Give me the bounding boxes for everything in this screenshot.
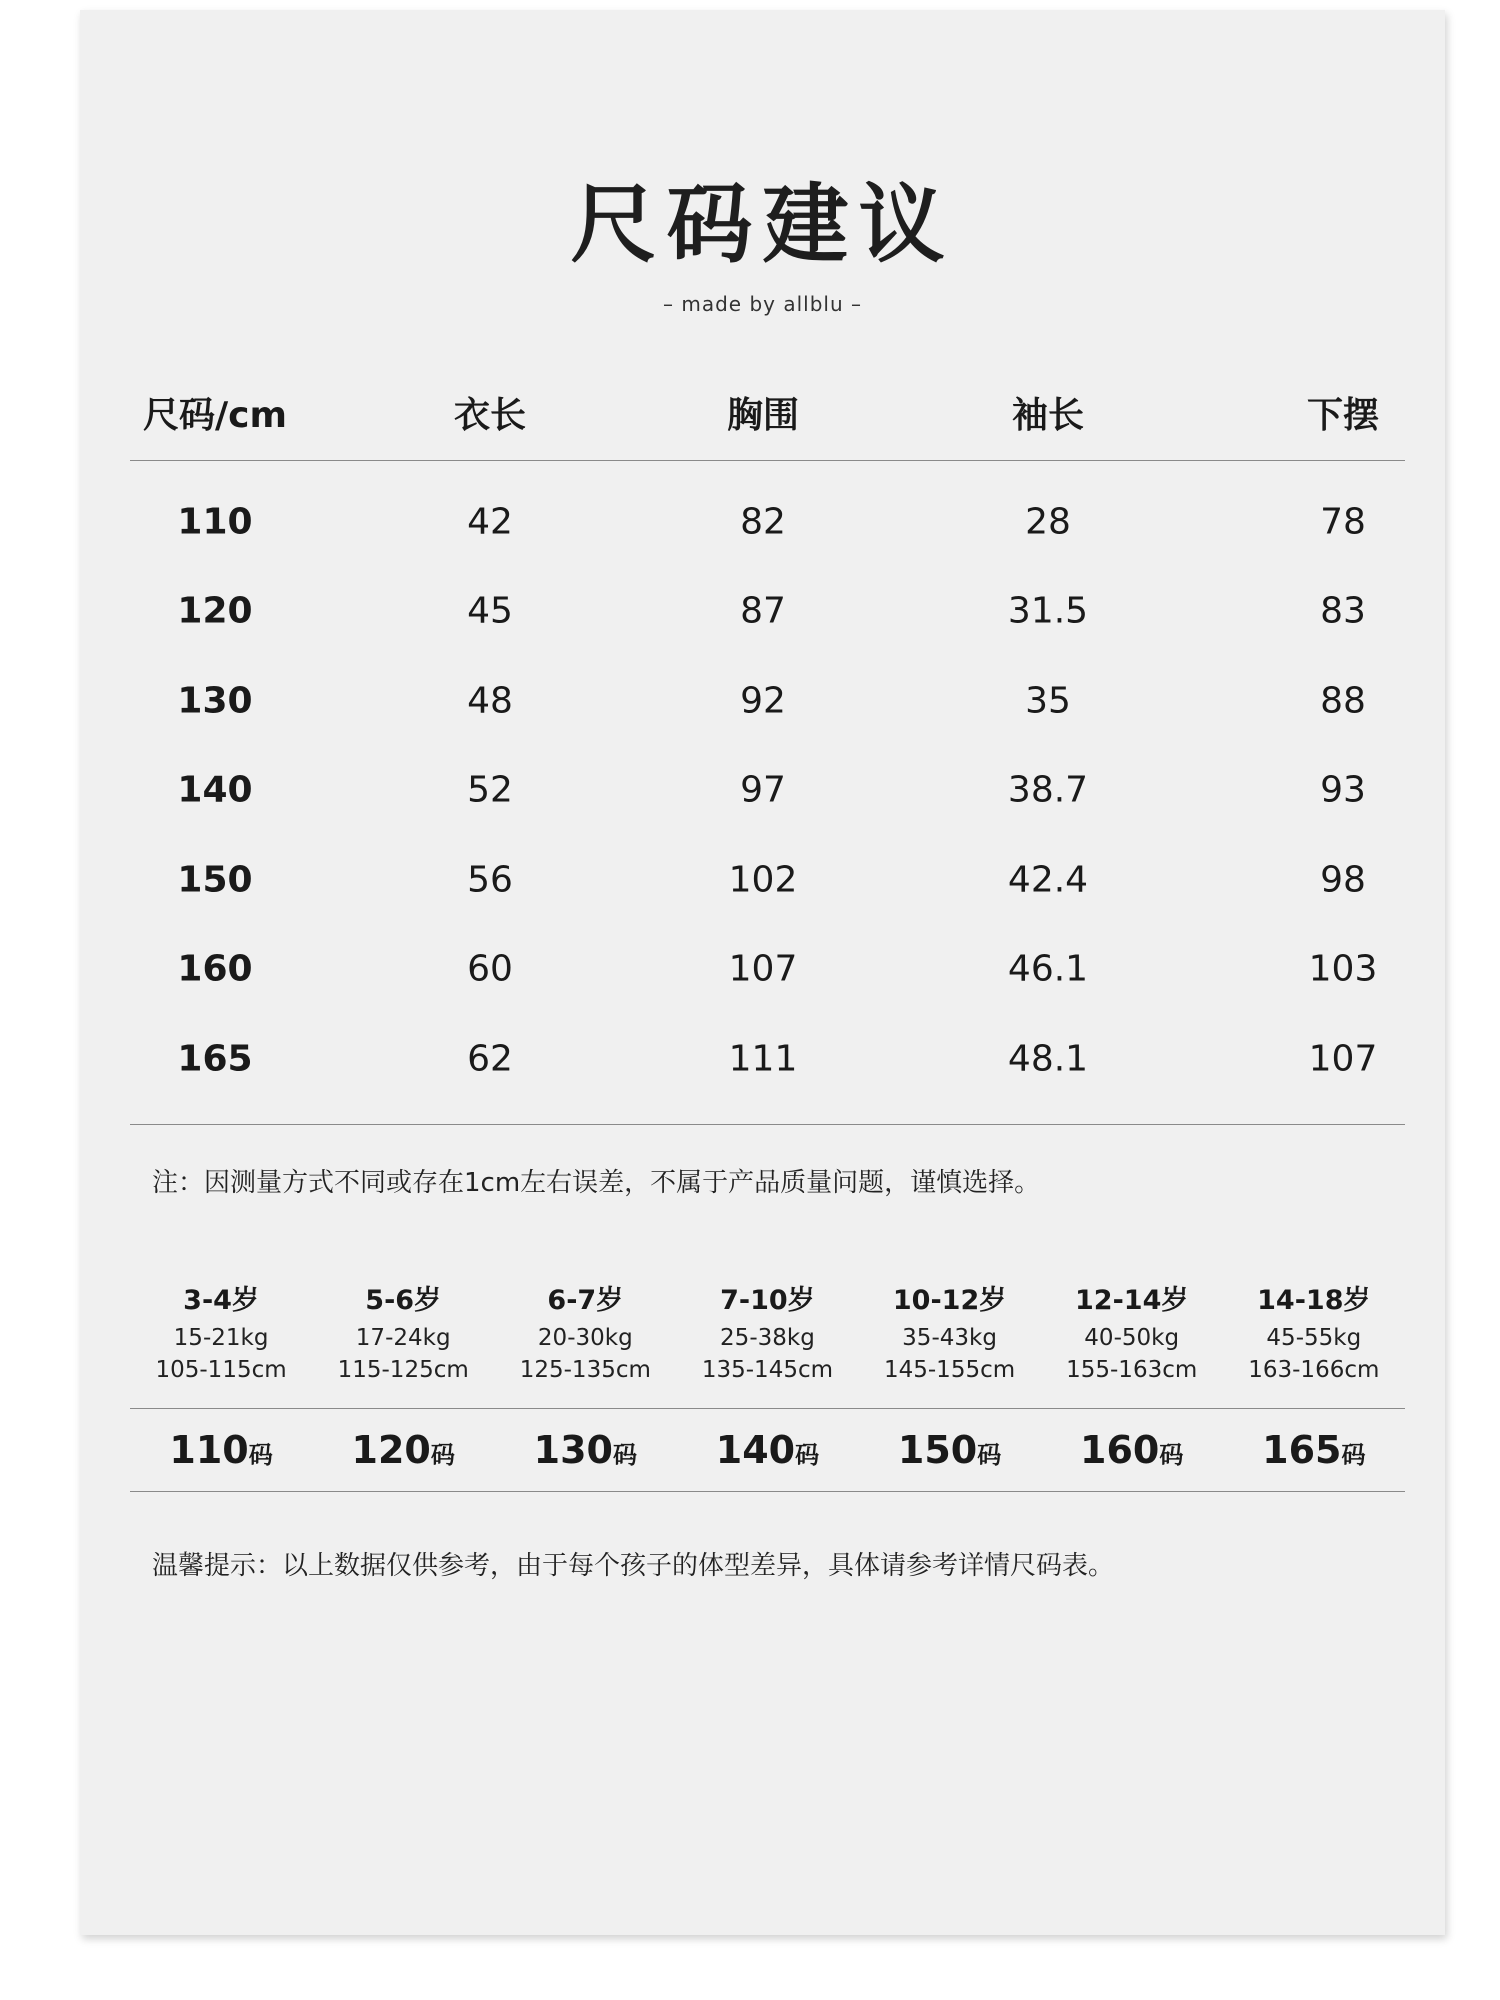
length-header: 衣长 <box>453 395 526 436</box>
age-label: 6-7岁 <box>547 1285 624 1316</box>
measurement-note: 注：因测量方式不同或存在1cm左右误差，不属于产品质量问题，谨慎选择。 <box>152 1168 1041 1198</box>
sleeve-header: 袖长 <box>1011 395 1084 436</box>
size-code-number: 165 <box>1262 1428 1342 1472</box>
weight-range: 45-55kg <box>1266 1325 1362 1351</box>
age-info-row <box>130 1280 1405 1409</box>
size-cell: 160 <box>177 948 253 990</box>
value-cell: 38.7 <box>1007 769 1089 811</box>
size-cell: 130 <box>177 680 253 722</box>
table-row <box>130 925 1405 1015</box>
value-cell: 35 <box>1025 680 1071 722</box>
size-code-unit: 码 <box>248 1441 273 1469</box>
age-label: 12-14岁 <box>1075 1285 1189 1316</box>
value-cell: 48.1 <box>1007 1038 1089 1080</box>
size-code-number: 140 <box>715 1428 796 1472</box>
height-range: 163-166cm <box>1248 1357 1380 1383</box>
height-range: 115-125cm <box>337 1357 469 1383</box>
size-header: 尺码/cm <box>142 395 287 436</box>
value-cell: 56 <box>467 859 513 901</box>
value-cell: 83 <box>1320 590 1366 632</box>
height-range: 155-163cm <box>1066 1357 1198 1383</box>
age-column <box>494 1280 676 1386</box>
page-title: 尺码建议 <box>570 175 955 275</box>
value-cell: 60 <box>467 948 513 990</box>
age-label: 10-12岁 <box>892 1285 1007 1316</box>
tip-note: 温馨提示：以上数据仅供参考，由于每个孩子的体型差异，具体请参考详情尺码表。 <box>152 1551 1115 1581</box>
age-column <box>130 1280 312 1386</box>
height-range: 145-155cm <box>883 1357 1016 1383</box>
value-cell: 93 <box>1320 769 1366 811</box>
value-cell: 52 <box>467 769 513 811</box>
weight-range: 17-24kg <box>355 1325 451 1351</box>
table-row <box>130 1014 1405 1104</box>
table-row <box>130 746 1405 836</box>
page-subtitle: – made by allblu – <box>663 292 862 316</box>
value-cell: 107 <box>1308 1038 1378 1080</box>
value-cell: 46.1 <box>1007 948 1089 990</box>
value-cell: 42.4 <box>1007 859 1089 901</box>
age-size-table <box>130 1280 1405 1492</box>
value-cell: 88 <box>1320 680 1366 722</box>
value-cell: 28 <box>1025 501 1071 543</box>
size-cell: 110 <box>177 501 253 543</box>
size-code-number: 110 <box>169 1428 249 1472</box>
value-cell: 103 <box>1308 948 1378 990</box>
value-cell: 107 <box>728 948 798 990</box>
size-code-unit: 码 <box>795 1441 820 1469</box>
weight-range: 15-21kg <box>173 1325 269 1351</box>
age-column <box>859 1280 1041 1386</box>
table-row <box>130 567 1405 657</box>
value-cell: 62 <box>467 1038 513 1080</box>
age-label: 5-6岁 <box>365 1285 442 1316</box>
size-cell: 165 <box>177 1038 253 1080</box>
value-cell: 97 <box>740 769 786 811</box>
age-column <box>676 1280 858 1386</box>
hem-header: 下摆 <box>1306 395 1379 436</box>
value-cell: 82 <box>740 501 786 543</box>
size-code-row <box>130 1409 1405 1492</box>
size-cell: 140 <box>177 769 253 811</box>
age-column <box>1223 1280 1405 1386</box>
size-code-unit: 码 <box>430 1441 455 1469</box>
age-label: 7-10岁 <box>720 1285 815 1316</box>
size-code <box>1223 1428 1405 1472</box>
value-cell: 111 <box>728 1038 798 1080</box>
weight-range: 40-50kg <box>1084 1325 1180 1351</box>
size-cell: 150 <box>177 859 253 901</box>
age-column <box>1041 1280 1223 1386</box>
size-code <box>312 1428 494 1472</box>
height-range: 125-135cm <box>519 1357 651 1383</box>
size-code-number: 150 <box>897 1428 978 1472</box>
table-row <box>130 656 1405 746</box>
value-cell: 87 <box>740 590 786 632</box>
size-table-body <box>130 461 1405 1125</box>
value-cell: 45 <box>467 590 513 632</box>
size-code-number: 120 <box>351 1428 431 1472</box>
size-code-unit: 码 <box>977 1441 1002 1469</box>
size-code-unit: 码 <box>612 1441 637 1469</box>
table-row <box>130 835 1405 925</box>
size-table <box>130 365 1405 1125</box>
value-cell: 98 <box>1320 859 1366 901</box>
weight-range: 25-38kg <box>720 1325 815 1351</box>
value-cell: 102 <box>728 859 798 901</box>
size-code <box>859 1428 1041 1472</box>
age-column <box>312 1280 494 1386</box>
value-cell: 48 <box>467 680 513 722</box>
size-code-number: 160 <box>1080 1428 1160 1472</box>
size-code <box>494 1428 676 1472</box>
value-cell: 92 <box>740 680 786 722</box>
value-cell: 42 <box>467 501 513 543</box>
weight-range: 35-43kg <box>902 1325 997 1351</box>
size-code <box>676 1428 858 1472</box>
size-code <box>1041 1428 1223 1472</box>
size-table-header <box>130 365 1405 461</box>
size-code <box>130 1428 312 1472</box>
height-range: 135-145cm <box>701 1357 834 1383</box>
age-label: 14-18岁 <box>1257 1285 1371 1316</box>
weight-range: 20-30kg <box>537 1325 633 1351</box>
size-cell: 120 <box>177 590 253 632</box>
value-cell: 78 <box>1320 501 1366 543</box>
size-code-unit: 码 <box>1341 1441 1366 1469</box>
age-label: 3-4岁 <box>183 1285 259 1316</box>
chest-header: 胸围 <box>726 395 799 436</box>
size-code-number: 130 <box>533 1428 613 1472</box>
height-range: 105-115cm <box>155 1357 287 1383</box>
size-code-unit: 码 <box>1159 1441 1184 1469</box>
table-row <box>130 477 1405 567</box>
value-cell: 31.5 <box>1007 590 1089 632</box>
size-guide-card <box>80 10 1445 1935</box>
